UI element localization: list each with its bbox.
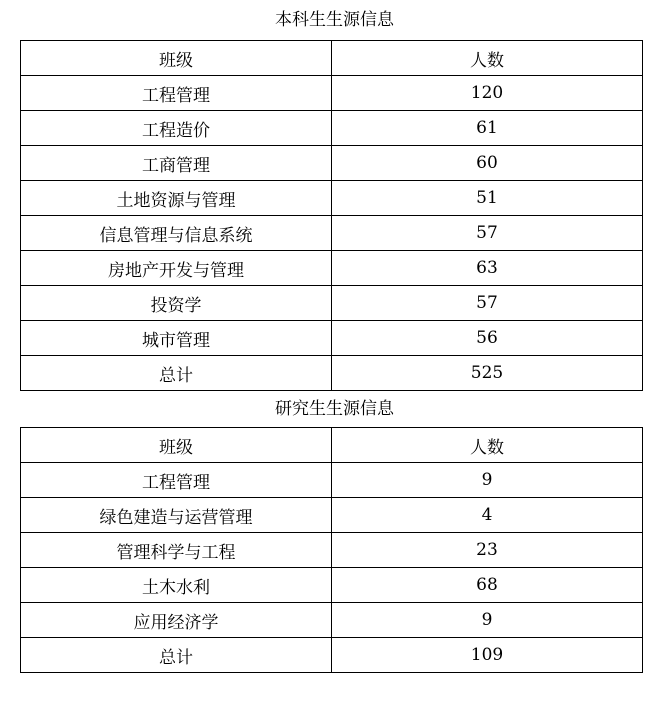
- graduate-table: [20, 427, 643, 673]
- table-row: [21, 638, 643, 673]
- class-name-cell: 投资学: [21, 286, 332, 321]
- class-name-cell: 房地产开发与管理: [21, 251, 332, 286]
- count-cell: 56: [332, 321, 643, 356]
- table-row: [21, 286, 643, 321]
- count-cell: 120: [332, 76, 643, 111]
- count-cell: 9: [332, 603, 643, 638]
- class-name-cell: 管理科学与工程: [21, 533, 332, 568]
- count-cell: 23: [332, 533, 643, 568]
- header-class: 班级: [21, 41, 332, 76]
- table-row: [21, 76, 643, 111]
- table-row: [21, 463, 643, 498]
- class-name-cell: 信息管理与信息系统: [21, 216, 332, 251]
- table-header-row: [21, 41, 643, 76]
- class-name-cell: 应用经济学: [21, 603, 332, 638]
- header-count: 人数: [332, 41, 643, 76]
- count-cell: 9: [332, 463, 643, 498]
- table-row: [21, 216, 643, 251]
- header-class: 班级: [21, 428, 332, 463]
- class-name-cell: 土木水利: [21, 568, 332, 603]
- count-cell: 51: [332, 181, 643, 216]
- class-name-cell: 工程管理: [21, 76, 332, 111]
- count-cell: 4: [332, 498, 643, 533]
- table-header-row: [21, 428, 643, 463]
- undergrad-table: [20, 40, 643, 391]
- count-cell: 60: [332, 146, 643, 181]
- count-cell: 68: [332, 568, 643, 603]
- class-name-cell: 总计: [21, 638, 332, 673]
- table-row: [21, 533, 643, 568]
- count-cell: 57: [332, 216, 643, 251]
- graduate-table-caption: 研究生生源信息: [275, 399, 394, 419]
- class-name-cell: 工程管理: [21, 463, 332, 498]
- count-cell: 63: [332, 251, 643, 286]
- header-count: 人数: [332, 428, 643, 463]
- table-row: [21, 603, 643, 638]
- class-name-cell: 工商管理: [21, 146, 332, 181]
- undergrad-table-caption: 本科生生源信息: [275, 10, 394, 30]
- count-cell: 57: [332, 286, 643, 321]
- count-cell: 61: [332, 111, 643, 146]
- class-name-cell: 绿色建造与运营管理: [21, 498, 332, 533]
- count-cell: 525: [332, 356, 643, 391]
- count-cell: 109: [332, 638, 643, 673]
- table-row: [21, 146, 643, 181]
- table-row: [21, 251, 643, 286]
- class-name-cell: 土地资源与管理: [21, 181, 332, 216]
- table-row: [21, 111, 643, 146]
- table-row: [21, 321, 643, 356]
- table-row: [21, 498, 643, 533]
- class-name-cell: 工程造价: [21, 111, 332, 146]
- class-name-cell: 总计: [21, 356, 332, 391]
- class-name-cell: 城市管理: [21, 321, 332, 356]
- table-row: [21, 356, 643, 391]
- table-row: [21, 568, 643, 603]
- table-row: [21, 181, 643, 216]
